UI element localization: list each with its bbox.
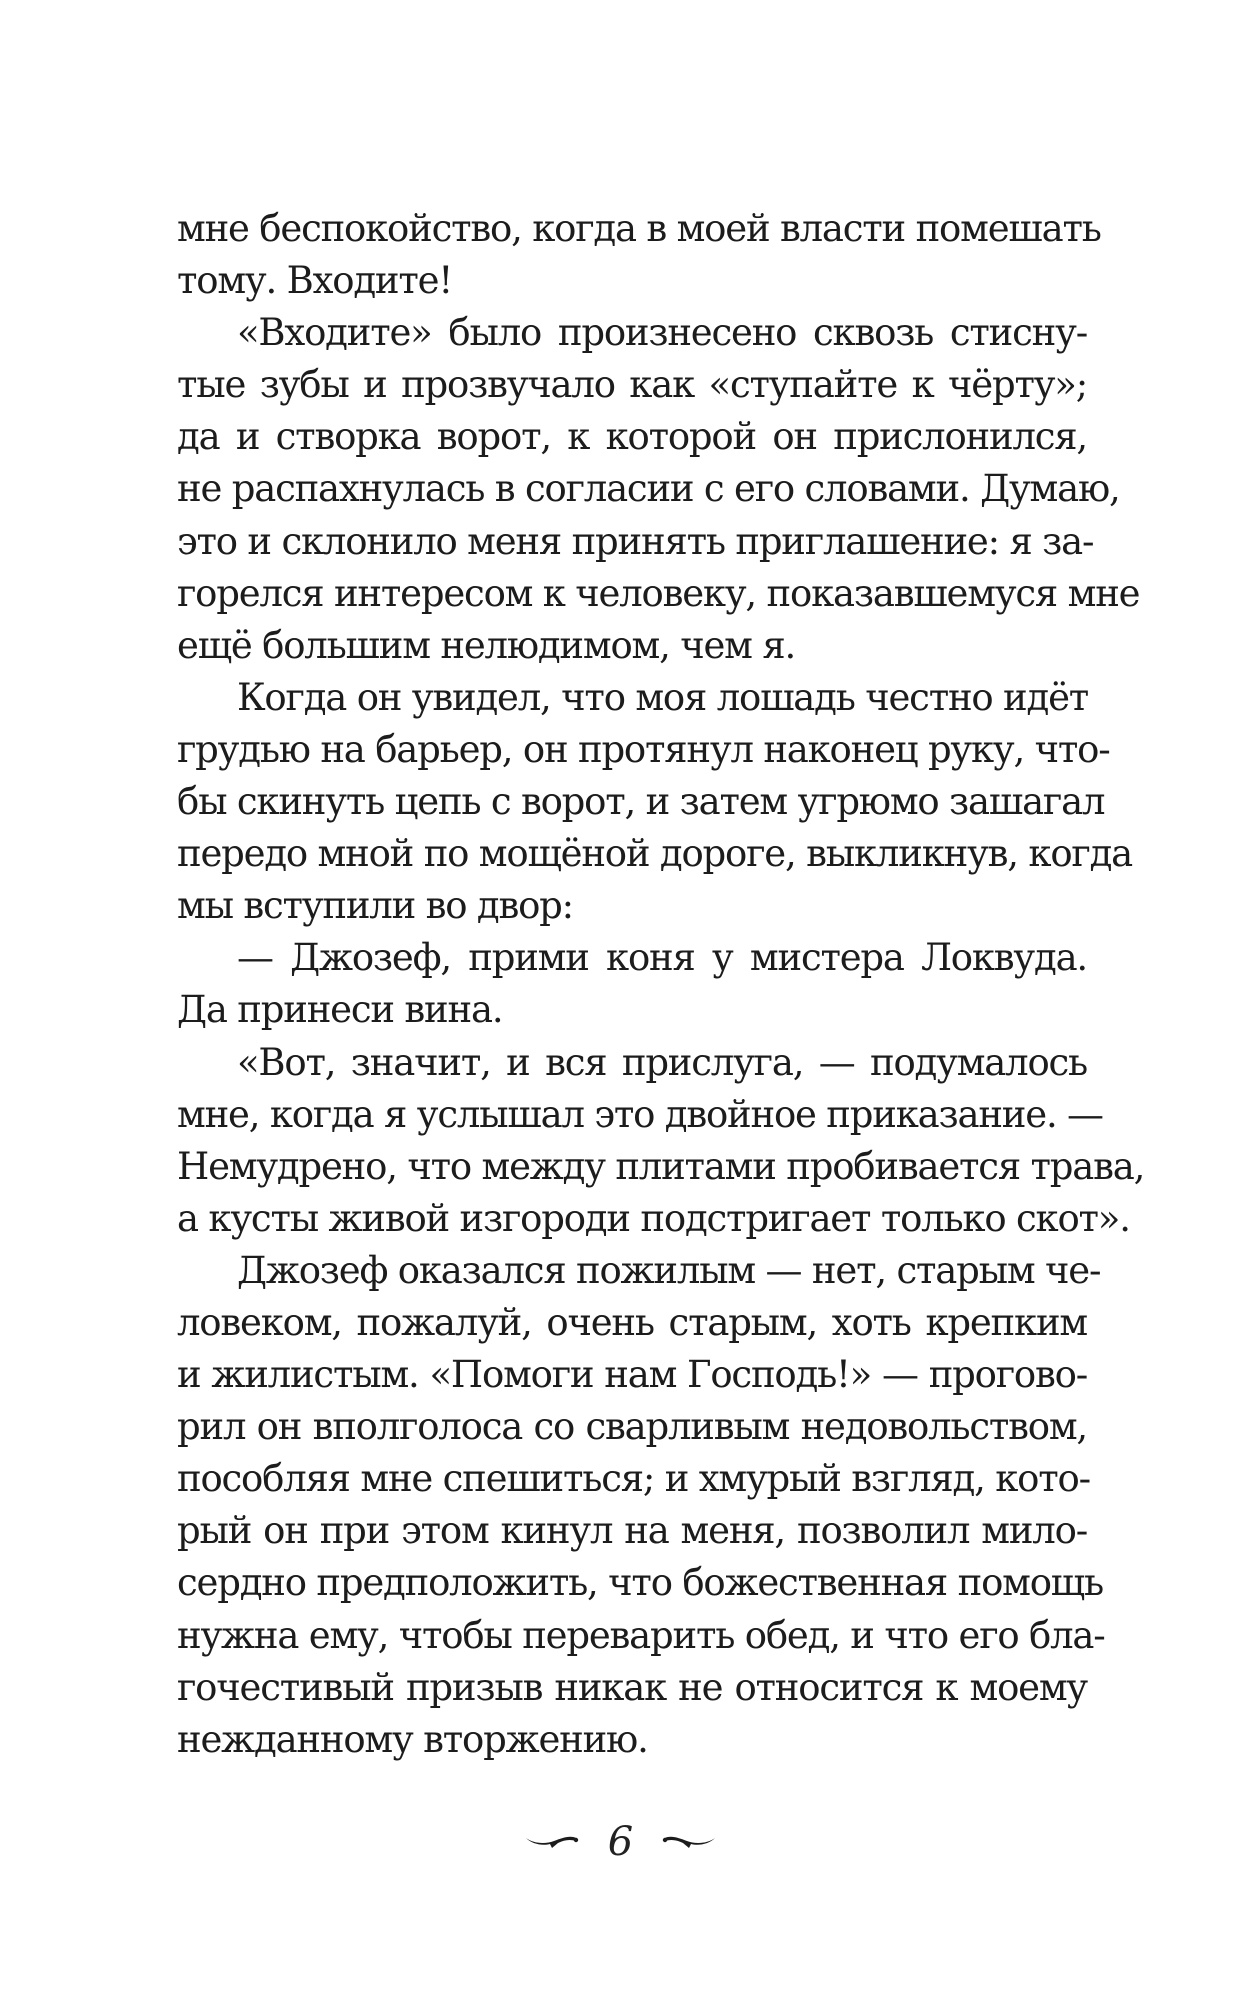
text-line: Когда он увидел, что моя лошадь честно идёт [237, 675, 1089, 719]
text-line: тые зубы и прозвучало как «ступайте к чёрту»; [177, 363, 1087, 407]
text-line: ловеком, пожалуй, очень старым, хоть крепким [177, 1300, 1087, 1344]
text-line: — Джозеф, прими коня у мистера Локвуда. [237, 936, 1087, 980]
text-line: Немудрено, что между плитами пробивается трава, [177, 1144, 1145, 1188]
text-line: «Входите» было произнесено сквозь стисну- [237, 311, 1087, 355]
page-number: 6 [607, 1819, 634, 1865]
text-line: не распахнулась в согласии с его словами. Думаю, [177, 467, 1120, 511]
text-line: и жилистым. «Помоги нам Господь!» — прогово- [177, 1353, 1087, 1397]
text-line: Джозеф оказался пожилым — нет, старым че- [237, 1248, 1101, 1292]
text-line: мне беспокойство, когда в моей власти помешать [177, 207, 1101, 250]
text-line: сердно предположить, что божественная помощь [177, 1561, 1103, 1605]
text-line: гочестивый призыв никак не относится к моему [177, 1665, 1087, 1709]
text-line: мы вступили во двор: [177, 884, 573, 928]
text-line: да и створка ворот, к которой он прислонился, [177, 415, 1087, 459]
text-line: рил он вполголоса со сварливым недовольством, [177, 1405, 1087, 1449]
text-line: грудью на барьер, он протянул наконец руку, что- [177, 727, 1110, 771]
text-line: ещё большим нелюдимом, чем я. [177, 623, 796, 667]
text-line: тому. Входите! [177, 259, 453, 303]
text-line: нежданному вторжению. [177, 1717, 648, 1761]
text-line: а кусты живой изгороди подстригает только скот». [177, 1196, 1130, 1240]
text-line: «Вот, значит, и вся прислуга, — подумалось [237, 1040, 1087, 1084]
text-line: это и склонило меня принять приглашение: я за- [177, 519, 1094, 563]
body-text [177, 203, 1145, 1766]
text-line: нужна ему, чтобы переварить обед, и что его бла- [177, 1613, 1105, 1657]
text-line: Да принеси вина. [177, 988, 503, 1032]
text-line: горелся интересом к человеку, показавшемуся мне [177, 571, 1140, 615]
flourish-right-icon [661, 1832, 717, 1852]
text-line: передо мной по мощёной дороге, выкликнув, когда [177, 832, 1133, 876]
page-folio [0, 1819, 1241, 1865]
text-line: рый он при этом кинул на меня, позволил мило- [177, 1509, 1087, 1553]
text-line: мне, когда я услышал это двойное приказание. — [177, 1092, 1103, 1136]
flourish-left-icon [524, 1832, 580, 1852]
text-line: бы скинуть цепь с ворот, и затем угрюмо зашагал [177, 780, 1105, 824]
text-line: пособляя мне спешиться; и хмурый взгляд, кото- [177, 1457, 1090, 1501]
